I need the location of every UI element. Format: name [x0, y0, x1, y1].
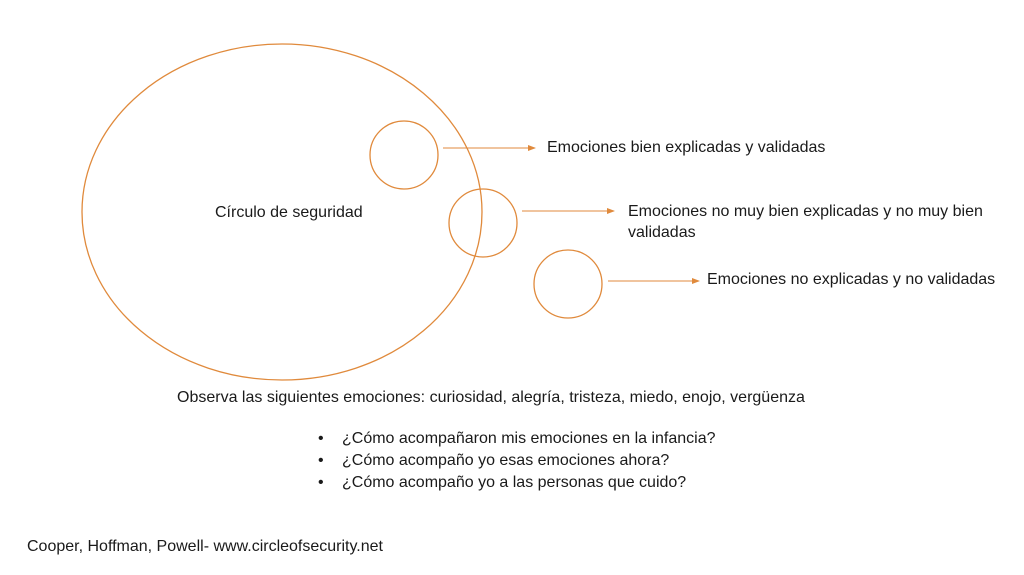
- emotions-prompt: Observa las siguientes emociones: curiosidad, alegría, tristeza, miedo, enojo, vergüenza: [177, 389, 805, 406]
- question-item: [318, 450, 716, 472]
- emotion-label-2: Emociones no muy bien explicadas y no muy bien validadas: [628, 203, 983, 241]
- question-text: ¿Cómo acompaño yo a las personas que cuido?: [342, 474, 687, 491]
- question-item: [318, 428, 716, 450]
- emotion-circle-1: [370, 121, 438, 189]
- question-text: ¿Cómo acompañaron mis emociones en la infancia?: [342, 430, 716, 447]
- question-item: [318, 472, 716, 494]
- question-text: ¿Cómo acompaño yo esas emociones ahora?: [342, 452, 670, 469]
- emotion-circle-2: [449, 189, 517, 257]
- reflection-questions: [318, 428, 716, 494]
- bullet-icon: •: [318, 430, 324, 447]
- emotion-label-3: Emociones no explicadas y no validadas: [707, 271, 996, 288]
- security-circle-label: Círculo de seguridad: [215, 204, 363, 221]
- bullet-icon: •: [318, 474, 324, 491]
- emotion-label-1: Emociones bien explicadas y validadas: [547, 139, 826, 156]
- source-credit: Cooper, Hoffman, Powell- www.circleofsecurity.net: [27, 538, 383, 555]
- emotion-circle-3: [534, 250, 602, 318]
- bullet-icon: •: [318, 452, 324, 469]
